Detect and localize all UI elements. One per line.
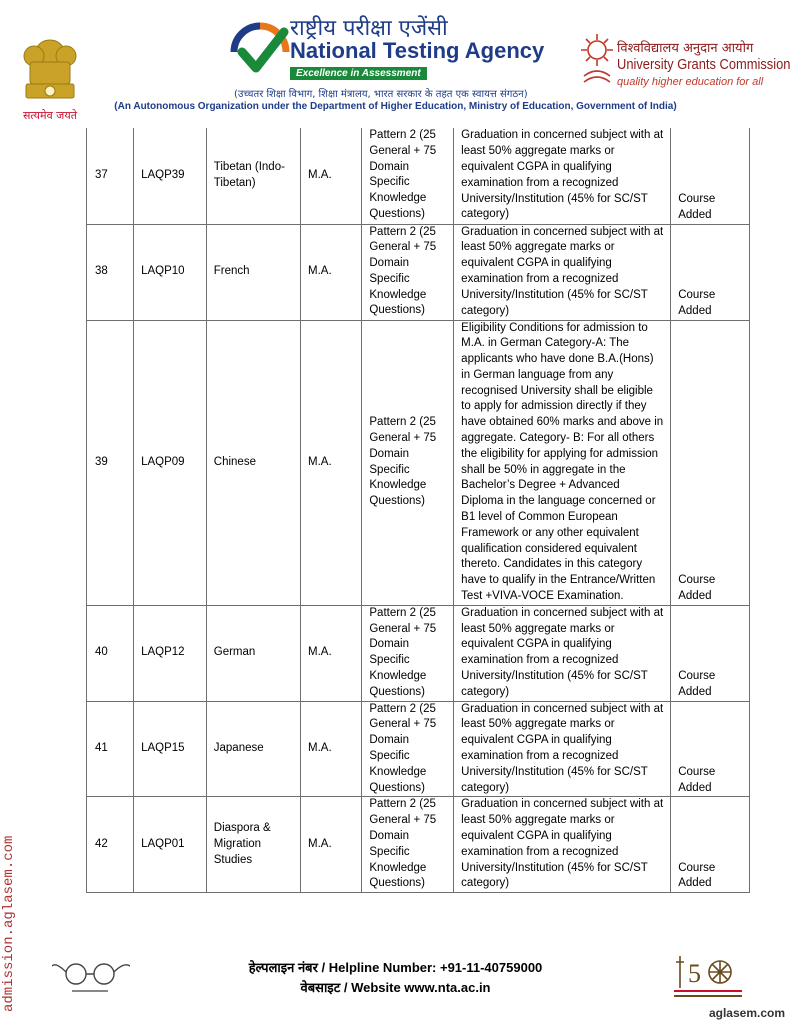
eligibility-cell: Graduation in concerned subject with at least 50% aggregate marks or equivalent CGPA in qualifying examination from a recognized University/Institution (45% for SC/ST category) (454, 128, 671, 224)
subject-code-cell: LAQP10 (134, 224, 207, 320)
ugc-tagline: quality higher education for all (617, 76, 764, 88)
pattern-cell: Pattern 2 (25 General + 75 Domain Specific Knowledge Questions) (362, 320, 454, 605)
serial-number-cell: 38 (87, 224, 134, 320)
subject-code-cell: LAQP15 (134, 701, 207, 797)
eligibility-cell: Graduation in concerned subject with at least 50% aggregate marks or equivalent CGPA in qualifying examination from a recognized University/Institution (45% for SC/ST category) (454, 605, 671, 701)
ugc-hindi-title: विश्वविद्यालय अनुदान आयोग (617, 41, 754, 56)
nta-checkmark-logo-icon (230, 22, 290, 82)
serial-number-cell: 39 (87, 320, 134, 605)
eligibility-cell: Graduation in concerned subject with at least 50% aggregate marks or equivalent CGPA in qualifying examination from a recognized University/Institution (45% for SC/ST category) (454, 797, 671, 893)
programme-cell: M.A. (301, 797, 362, 893)
ugc-english-title: University Grants Commission (617, 56, 791, 73)
eligibility-cell: Eligibility Conditions for admission to M.A. in German Category-A: The applicants who have done B.A.(Hons) in German language from any recognised University shall be eligible to apply for admission directly if they have obtained 60% marks and above in aggregate. Category- B: For all others the eligibility for applying for admission shall be 50% in aggregate in the Bachelor’s Degree + Advanced Diploma in the language concerned or B1 level of Common European Framework or any other equivalent qualification considered equivalent thereto. Candidates in this category have to qualify in the Entrance/Written Test +VIVA-VOCE Examination. (454, 320, 671, 605)
serial-number-cell: 37 (87, 128, 134, 224)
table-row (87, 797, 750, 893)
corner-brand: aglasem.com (708, 1006, 785, 1020)
table-row (87, 128, 750, 224)
svg-text:5: 5 (688, 959, 701, 988)
nta-subtitle-english: (An Autonomous Organization under the Department of Higher Education, Ministry of Education, Government of India) (114, 101, 677, 112)
serial-number-cell: 42 (87, 797, 134, 893)
status-cell: Course Added (671, 605, 750, 701)
subject-cell: French (206, 224, 300, 320)
emblem-motto: सत्यमेव जयते (22, 109, 77, 122)
status-cell: Course Added (671, 797, 750, 893)
side-watermark-url: admission.aglasem.com (1, 835, 17, 1012)
table-row (87, 224, 750, 320)
nta-subtitle-hindi: (उच्चतर शिक्षा विभाग, शिक्षा मंत्रालय, भारत सरकार के तहत एक स्वायत्त संगठन) (234, 89, 528, 100)
programme-cell: M.A. (301, 128, 362, 224)
subject-cell: Diaspora & Migration Studies (206, 797, 300, 893)
subject-code-cell: LAQP09 (134, 320, 207, 605)
ugc-logo-icon (578, 32, 616, 88)
programme-table (86, 128, 750, 893)
subject-code-cell: LAQP39 (134, 128, 207, 224)
status-cell: Course Added (671, 128, 750, 224)
table-row (87, 320, 750, 605)
pattern-cell: Pattern 2 (25 General + 75 Domain Specific Knowledge Questions) (362, 797, 454, 893)
programme-cell: M.A. (301, 605, 362, 701)
status-cell: Course Added (671, 224, 750, 320)
eligibility-cell: Graduation in concerned subject with at least 50% aggregate marks or equivalent CGPA in qualifying examination from a recognized University/Institution (45% for SC/ST category) (454, 224, 671, 320)
subject-cell: Chinese (206, 320, 300, 605)
subject-cell: Japanese (206, 701, 300, 797)
pattern-cell: Pattern 2 (25 General + 75 Domain Specific Knowledge Questions) (362, 701, 454, 797)
programme-cell: M.A. (301, 224, 362, 320)
status-cell: Course Added (671, 701, 750, 797)
gandhi-150-logo-icon (668, 948, 748, 1004)
nta-tagline: Excellence in Assessment (290, 67, 427, 80)
subject-code-cell: LAQP01 (134, 797, 207, 893)
table-row (87, 605, 750, 701)
subject-cell: German (206, 605, 300, 701)
table-row (87, 701, 750, 797)
eligibility-cell: Graduation in concerned subject with at least 50% aggregate marks or equivalent CGPA in qualifying examination from a recognized University/Institution (45% for SC/ST category) (454, 701, 671, 797)
nta-hindi-title: राष्ट्रीय परीक्षा एजेंसी (290, 16, 448, 41)
nta-english-title: National Testing Agency (290, 38, 545, 63)
serial-number-cell: 41 (87, 701, 134, 797)
status-cell: Course Added (671, 320, 750, 605)
pattern-cell: Pattern 2 (25 General + 75 Domain Specific Knowledge Questions) (362, 224, 454, 320)
helpline-number: हेल्पलाइन नंबर / Helpline Number: +91-11-40759000 (248, 960, 543, 975)
programme-cell: M.A. (301, 701, 362, 797)
website-link[interactable]: वेबसाइट / Website www.nta.ac.in (300, 980, 491, 995)
pattern-cell: Pattern 2 (25 General + 75 Domain Specific Knowledge Questions) (362, 605, 454, 701)
serial-number-cell: 40 (87, 605, 134, 701)
subject-code-cell: LAQP12 (134, 605, 207, 701)
programme-cell: M.A. (301, 320, 362, 605)
pattern-cell: Pattern 2 (25 General + 75 Domain Specific Knowledge Questions) (362, 128, 454, 224)
subject-cell: Tibetan (Indo-Tibetan) (206, 128, 300, 224)
